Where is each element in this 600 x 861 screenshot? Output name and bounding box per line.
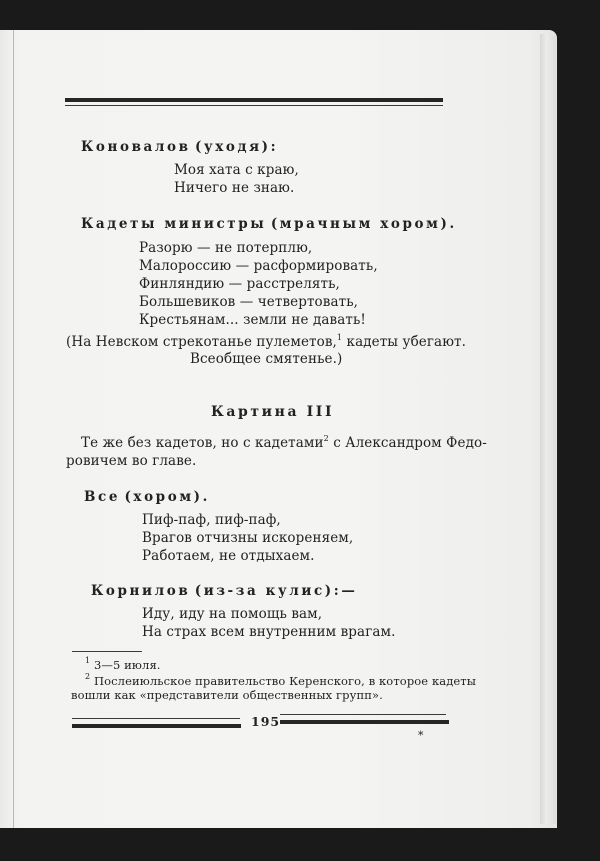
stage-direction: (уходя):: [195, 139, 279, 155]
footnote-text: Послеиюльское правительство Керенского, в которое кадеты: [93, 674, 477, 688]
verse-line: На страх всем внутренним врагам.: [142, 624, 396, 640]
footer-rule-thin-left: [72, 718, 240, 719]
verse-line: Большевиков — четвертовать,: [139, 294, 359, 310]
page-edge: [540, 34, 556, 824]
footnote-mark: 2: [85, 672, 91, 681]
scene-title: Картина III: [211, 404, 335, 420]
verse-line: Разорю — не потерплю,: [139, 240, 313, 256]
stage-direction: (мрачным хором).: [270, 216, 457, 232]
footer-rule-thin-right: [280, 714, 446, 715]
footnote-ref: 1: [336, 333, 343, 342]
speaker-name: Кадеты министры: [81, 216, 267, 232]
verse-line: Моя хата с краю,: [174, 162, 299, 178]
stage-direction-text: Всеобщее смятенье.): [190, 351, 343, 367]
verse-line: Врагов отчизны искореняем,: [142, 530, 354, 546]
speaker-name: Все: [84, 489, 121, 505]
verse-line: Пиф-паф, пиф-паф,: [142, 512, 281, 528]
footnote-separator: [72, 651, 142, 652]
stage-direction-text: (На Невском стрекотанье пулеметов,: [66, 334, 337, 350]
scene-description: [81, 434, 487, 451]
header-rule-thick: [65, 98, 443, 102]
verse-line: Малороссию — расформировать,: [139, 258, 378, 274]
footnote-text: 3—5 июля.: [93, 658, 161, 672]
scene-description-text: ровичем во главе.: [66, 453, 197, 469]
scene-description-text: Те же без кадетов, но с кадетами: [81, 435, 324, 451]
footnote-mark: 1: [85, 656, 91, 665]
page-gutter-line: [13, 30, 14, 828]
footnote-text: вошли как «представители общественных групп».: [71, 688, 383, 702]
stage-direction-paragraph: [66, 333, 466, 350]
page-number: 195: [251, 714, 281, 729]
verse-line: Ничего не знаю.: [174, 180, 295, 196]
verse-line: Иду, иду на помощь вам,: [142, 606, 323, 622]
header-rule-thin: [65, 105, 443, 106]
speaker-line-kornilov: [91, 583, 357, 599]
footnote-1: [85, 656, 161, 672]
speaker-line-konovalov: [81, 139, 278, 155]
stage-direction: (хором).: [124, 489, 210, 505]
signature-mark: *: [418, 729, 424, 742]
verse-line: Финляндию — расстрелять,: [139, 276, 340, 292]
footer-rule-thick-left: [72, 724, 241, 728]
footnote-2: [85, 672, 476, 688]
footer-rule-thick-right: [280, 720, 449, 724]
footnote-ref: 2: [323, 434, 329, 443]
stage-direction: (из-за кулис):—: [194, 583, 358, 599]
verse-line: Работаем, не отдыхаем.: [142, 548, 315, 564]
speaker-line-kadets: [81, 216, 457, 232]
verse-line: Крестьянам... земли не давать!: [139, 312, 366, 328]
scene-description-text: с Александром Федо-: [333, 435, 487, 451]
stage-direction-text: кадеты убегают.: [346, 334, 467, 350]
speaker-name: Коновалов: [81, 139, 191, 155]
speaker-name: Корнилов: [91, 583, 191, 599]
speaker-line-all: [84, 489, 210, 505]
